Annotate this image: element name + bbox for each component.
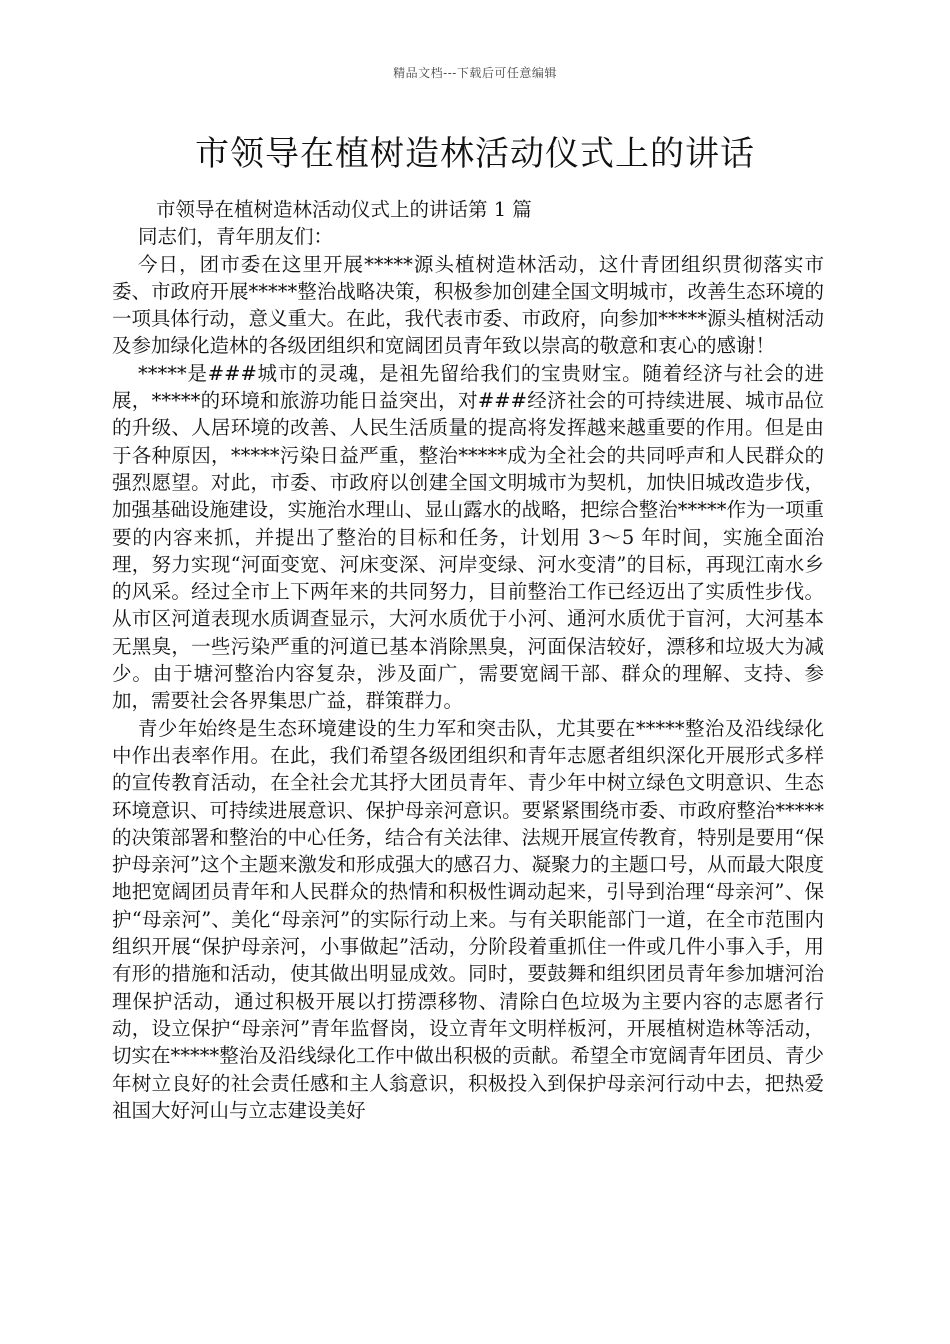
document-title: 市领导在植树造林活动仪式上的讲话	[195, 134, 755, 174]
salutation: 同志们，青年朋友们：	[138, 225, 334, 249]
paragraph: 青少年始终是生态环境建设的生力军和突击队，尤其要在*****整治及沿线绿化中作出表率作用。在此，我们希望各级团组织和青年志愿者组织深化开展形式多样的宣传教育活动，在全社会尤其抒大团员青年、青少年中树立绿色文明意识、生态环境意识、可持续进展意识、保护母亲河意识。要紧紧围绕市委、市政府整治*****的决策部署和整治的中心任务，结合有关法律、法规开展宣传教育，特别是要用“保护母亲河”这个主题来激发和形成强大的感召力、凝聚力的主题口号，从而最大限度地把宽阔团员青年和人民群众的热情和积极性调动起来，引导到治理“母亲河”、保护“母亲河”、美化“母亲河”的实际行动上来。与有关职能部门一道，在全市范围内组织开展“保护母亲河，小事做起”活动，分阶段着重抓住一件或几件小事入手，用有形的措施和活动，使其做出明显成效。同时，要鼓舞和组织团员青年参加塘河治理保护活动，通过积极开展以打捞漂移物、清除白色垃圾为主要内容的志愿者行动，设立保护“母亲河”青年监督岗，设立青年文明样板河，开展植树造林等活动，切实在*****整治及沿线绿化工作中做出积极的贡献。希望全市宽阔青年团员、青少年树立良好的社会责任感和主人翁意识，积极投入到保护母亲河行动中去，把热爱祖国大好河山与立志建设美好	[112, 716, 824, 1122]
document-subtitle: 市领导在植树造林活动仪式上的讲话第 1 篇	[156, 198, 532, 221]
paragraph: 今日，团市委在这里开展*****源头植树造林活动，这什青团组织贯彻落实市委、市政府开展*****整治战略决策，积极参加创建全国文明城市，改善生态环境的一项具体行动，意义重大。在此，我代表市委、市政府，向参加*****源头植树活动及参加绿化造林的各级团组织和宽阔团员青年致以崇高的敬意和衷心的感谢！	[112, 252, 824, 358]
paragraph: *****是###城市的灵魂，是祖先留给我们的宝贵财宝。随着经济与社会的进展，*****的环境和旅游功能日益突出，对###经济社会的可持续进展、城市品位的升级、人居环境的改善、人民生活质量的提高将发挥越来越重要的作用。但是由于各种原因，*****污染日益严重，整治*****成为全社会的共同呼声和人民群众的强烈愿望。对此，市委、市政府以创建全国文明城市为契机，加快旧城改造步伐，加强基础设施建设，实施治水理山、显山露水的战略，把综合整治*****作为一项重要的内容来抓，并提出了整治的目标和任务，计划用 3～5 年时间，实施全面治理，努力实现“河面变宽、河床变深、河岸变绿、河水变清”的目标，再现江南水乡的风采。经过全市上下两年来的共同努力，目前整治工作已经迈出了实质性步伐。从市区河道表现水质调查显示，大河水质优于小河、通河水质优于盲河，大河基本无黑臭，一些污染严重的河道已基本消除黑臭，河面保洁较好，漂移和垃圾大为减少。由于塘河整治内容复杂，涉及面广，需要宽阔干部、群众的理解、支持、参加，需要社会各界集思广益，群策群力。	[112, 361, 824, 713]
document-body	[112, 196, 824, 1124]
page-header-watermark: 精品文档---下载后可任意编辑	[393, 66, 557, 80]
